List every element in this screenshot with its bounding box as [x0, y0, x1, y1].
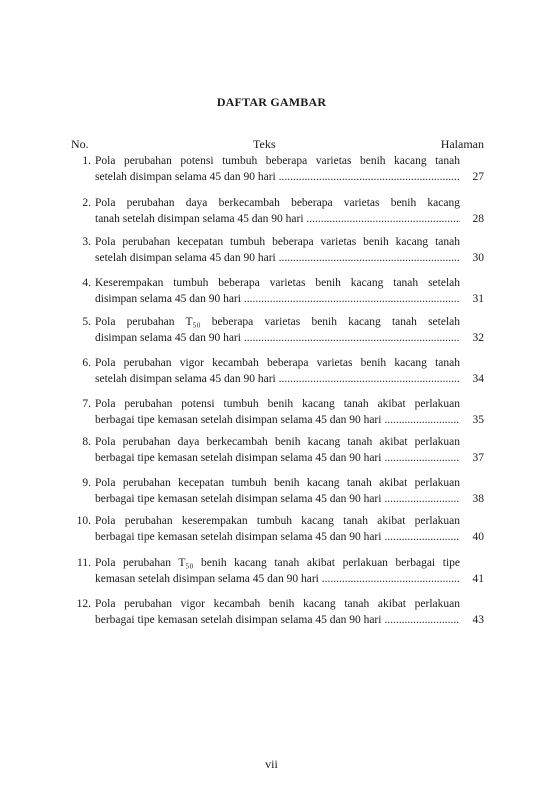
page-number-footer: vii	[265, 757, 278, 771]
list-item	[71, 197, 484, 231]
entry-page-number: 27	[472, 171, 484, 183]
list-item	[71, 515, 484, 549]
entry-number: 8.	[82, 436, 91, 448]
entry-text-line1: Pola perubahan daya berkecambah beberapa varietas benih kacang	[95, 197, 460, 209]
entry-text-line2: kemasan setelah disimpan selama 45 dan 90 hari .....	[95, 573, 460, 585]
entry-number: 7.	[82, 398, 91, 410]
page-title: DAFTAR GAMBAR	[216, 95, 327, 109]
list-item	[71, 477, 484, 511]
entry-page-number: 38	[472, 493, 484, 505]
entry-number: 4.	[82, 277, 91, 289]
entry-text-line2: berbagai tipe kemasan setelah disimpan selama 45 dan 90 hari .....	[95, 452, 460, 464]
entry-text-line1: Keserempakan tumbuh beberapa varietas benih kacang tanah setelah	[95, 277, 460, 289]
entry-number: 1.	[82, 155, 91, 167]
entry-number: 10.	[76, 515, 91, 527]
entry-text-line1: Pola perubahan potensi tumbuh benih kacang tanah akibat perlakuan	[95, 398, 460, 410]
entry-text-line2: berbagai tipe kemasan setelah disimpan selama 45 dan 90 hari .....	[95, 414, 460, 426]
entry-text-line1: Pola perubahan keserempakan tumbuh kacang tanah akibat perlakuan	[95, 515, 460, 527]
entry-text-line1: Pola perubahan T₅₀ benih kacang tanah akibat perlakuan berbagai tipe	[95, 557, 460, 569]
entry-text-line1: Pola perubahan kecepatan tumbuh beberapa varietas benih kacang tanah	[95, 236, 460, 248]
list-item	[71, 277, 484, 311]
list-item	[71, 236, 484, 270]
entry-page-number: 43	[472, 614, 484, 626]
entry-number: 2.	[82, 197, 91, 209]
column-header-teks: Teks	[253, 137, 276, 151]
entry-text-line1: Pola perubahan vigor kecambah beberapa varietas benih kacang tanah	[95, 357, 460, 369]
entry-page-number: 32	[472, 332, 484, 344]
entry-text-line1: Pola perubahan T₅₀ beberapa varietas benih kacang tanah setelah	[95, 316, 460, 328]
entry-text-line2: setelah disimpan selama 45 dan 90 hari .....	[95, 373, 460, 385]
entry-number: 6.	[82, 357, 91, 369]
entry-page-number: 30	[472, 252, 484, 264]
list-item	[71, 357, 484, 391]
entry-text-line1: Pola perubahan daya berkecambah benih kacang tanah akibat perlakuan	[95, 436, 460, 448]
list-item	[71, 398, 484, 432]
entry-number: 12.	[76, 598, 91, 610]
entry-text-line1: Pola perubahan potensi tumbuh beberapa varietas benih kacang tanah	[95, 155, 460, 167]
entry-number: 3.	[82, 236, 91, 248]
list-item	[71, 155, 484, 189]
entry-page-number: 34	[472, 373, 484, 385]
entry-page-number: 35	[472, 414, 484, 426]
entry-page-number: 37	[472, 452, 484, 464]
entry-text-line1: Pola perubahan vigor kecambah benih kacang tanah akibat perlakuan	[95, 598, 460, 610]
entry-page-number: 31	[472, 293, 484, 305]
list-item	[71, 598, 484, 632]
entry-text-line2: disimpan selama 45 dan 90 hari .....	[95, 332, 460, 344]
entry-text-line2: setelah disimpan selama 45 dan 90 hari .....	[95, 252, 460, 264]
entry-text-line2: berbagai tipe kemasan setelah disimpan selama 45 dan 90 hari .....	[95, 614, 460, 626]
entry-text-line2: berbagai tipe kemasan setelah disimpan selama 45 dan 90 hari .....	[95, 531, 460, 543]
entry-text-line2: disimpan selama 45 dan 90 hari .....	[95, 293, 460, 305]
entry-number: 9.	[82, 477, 91, 489]
entry-number: 11.	[77, 557, 91, 569]
entry-text-line2: setelah disimpan selama 45 dan 90 hari .....	[95, 171, 460, 183]
entry-page-number: 28	[472, 213, 484, 225]
entry-number: 5.	[82, 316, 91, 328]
list-item	[71, 557, 484, 591]
list-item	[71, 316, 484, 350]
column-header-halaman: Halaman	[440, 137, 484, 151]
entry-text-line2: tanah setelah disimpan selama 45 dan 90 hari .....	[95, 213, 460, 225]
list-item	[71, 436, 484, 470]
entry-page-number: 41	[472, 573, 484, 585]
column-header-no: No.	[71, 137, 89, 151]
entry-text-line1: Pola perubahan kecepatan tumbuh benih kacang tanah akibat perlakuan	[95, 477, 460, 489]
entry-text-line2: berbagai tipe kemasan setelah disimpan selama 45 dan 90 hari .....	[95, 493, 460, 505]
entry-page-number: 40	[472, 531, 484, 543]
